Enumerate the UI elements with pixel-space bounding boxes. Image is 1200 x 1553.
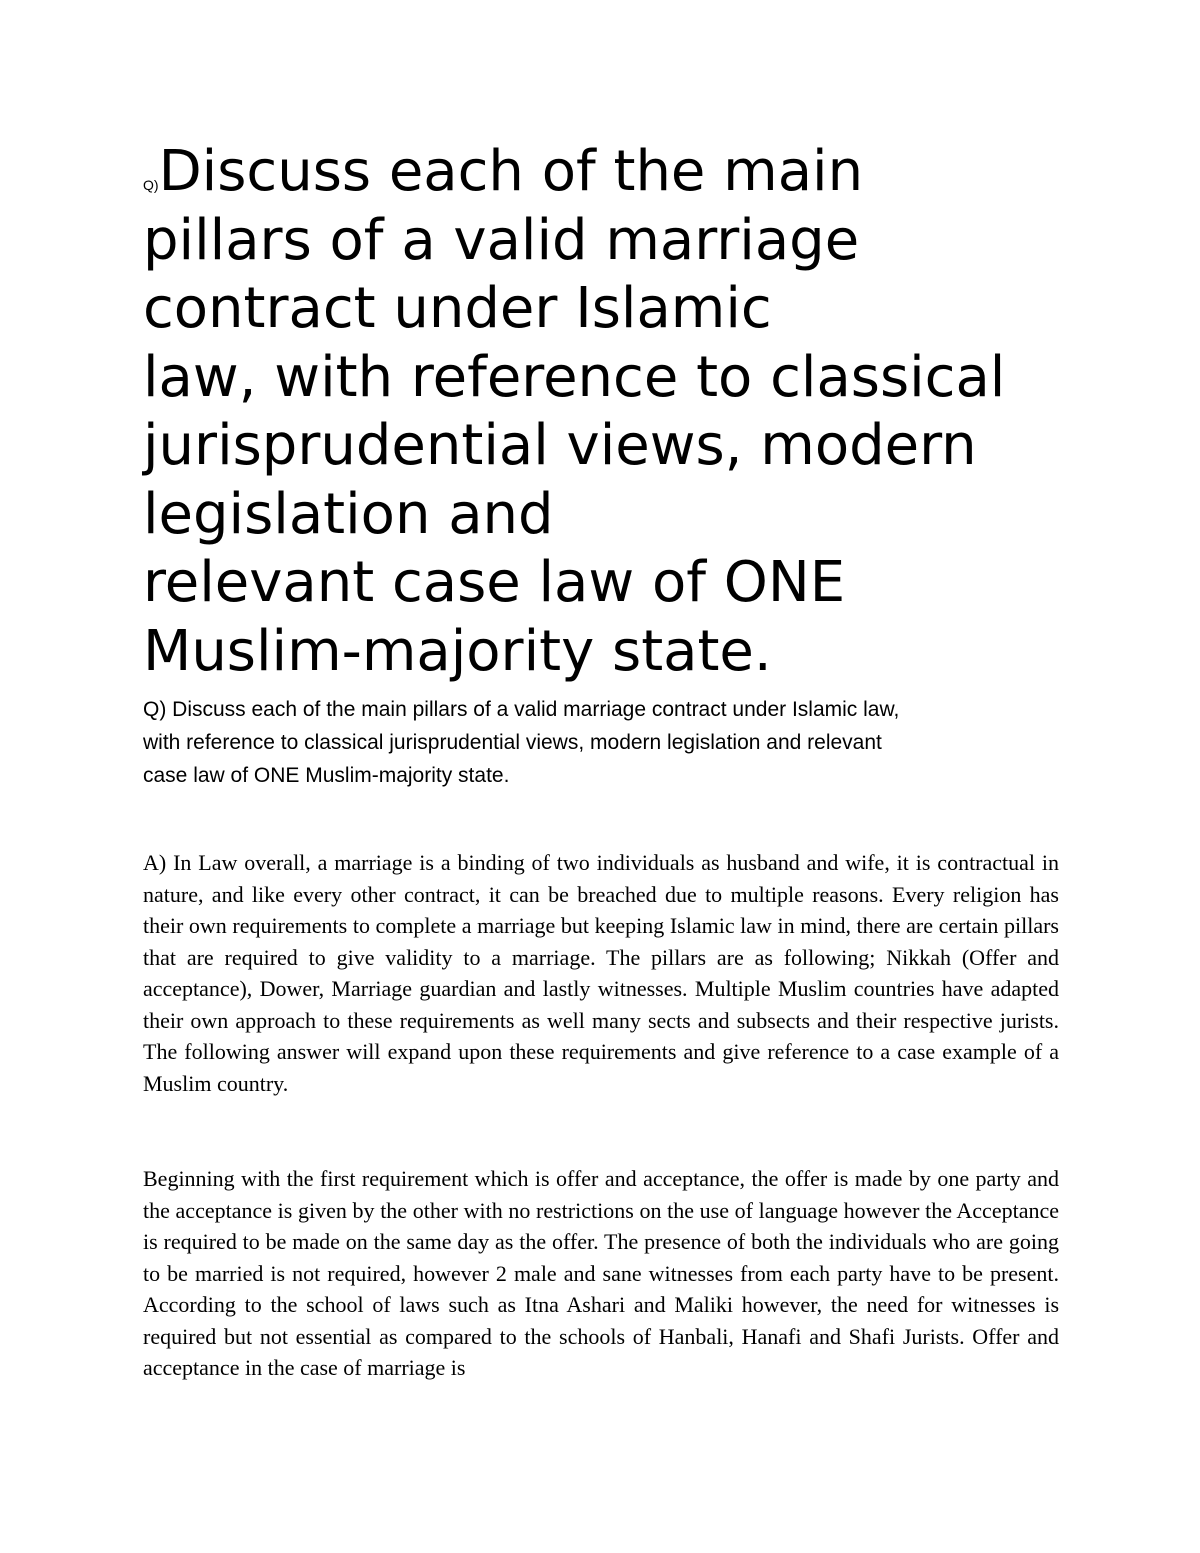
heading-line xyxy=(143,138,1083,207)
heading-line: contract under Islamic xyxy=(143,276,772,341)
heading-line: legislation and xyxy=(143,481,554,547)
heading-line: jurisprudential views, modern xyxy=(143,413,977,478)
question-restatement-line: with reference to classical jurisprudential views, modern legislation and relevant xyxy=(143,731,882,754)
heading-line-text: Discuss each of the main xyxy=(158,139,864,204)
heading-line: pillars of a valid marriage xyxy=(143,207,860,273)
heading-line: law, with reference to classical xyxy=(143,344,1006,410)
question-restatement-line: Q) Discuss each of the main pillars of a valid marriage contract under Islamic law, xyxy=(143,698,900,721)
heading-line: Muslim-majority state. xyxy=(143,618,772,684)
question-heading xyxy=(143,138,1083,686)
answer-paragraph: A) In Law overall, a marriage is a binding of two individuals as husband and wife, it is contractual in nature, and like every other contract, it can be breached due to multiple reasons. Every religion has their own requirements to complete a marriage but keeping Islamic law in mind, there are certain pillars that are required to give validity to a marriage. The pillars are as following; Nikkah (Offer and acceptance), Dower, Marriage guardian and lastly witnesses. Multiple Muslim countries have adapted their own approach to these requirements as well many sects and subsects and their respective jurists. The following answer will expand upon these requirements and give reference to a case example of a Muslim country. xyxy=(143,850,1059,1096)
answer-paragraph: Beginning with the first requirement which is offer and acceptance, the offer is made by one party and the acceptance is given by the other with no restrictions on the use of language however the Acceptance is required to be made on the same day as the offer. The presence of both the individuals who are going to be married is not required, however 2 male and sane witnesses from each party have to be present. According to the school of laws such as Itna Ashari and Maliki however, the need for witnesses is required but not essential as compared to the schools of Hanbali, Hanafi and Shafi Jurists. Offer and acceptance in the case of marriage is xyxy=(143,1166,1059,1380)
question-restatement-line: case law of ONE Muslim-majority state. xyxy=(143,764,510,787)
question-prefix: Q) xyxy=(143,177,159,193)
heading-line: relevant case law of ONE xyxy=(143,550,846,615)
question-restatement xyxy=(143,693,1073,792)
